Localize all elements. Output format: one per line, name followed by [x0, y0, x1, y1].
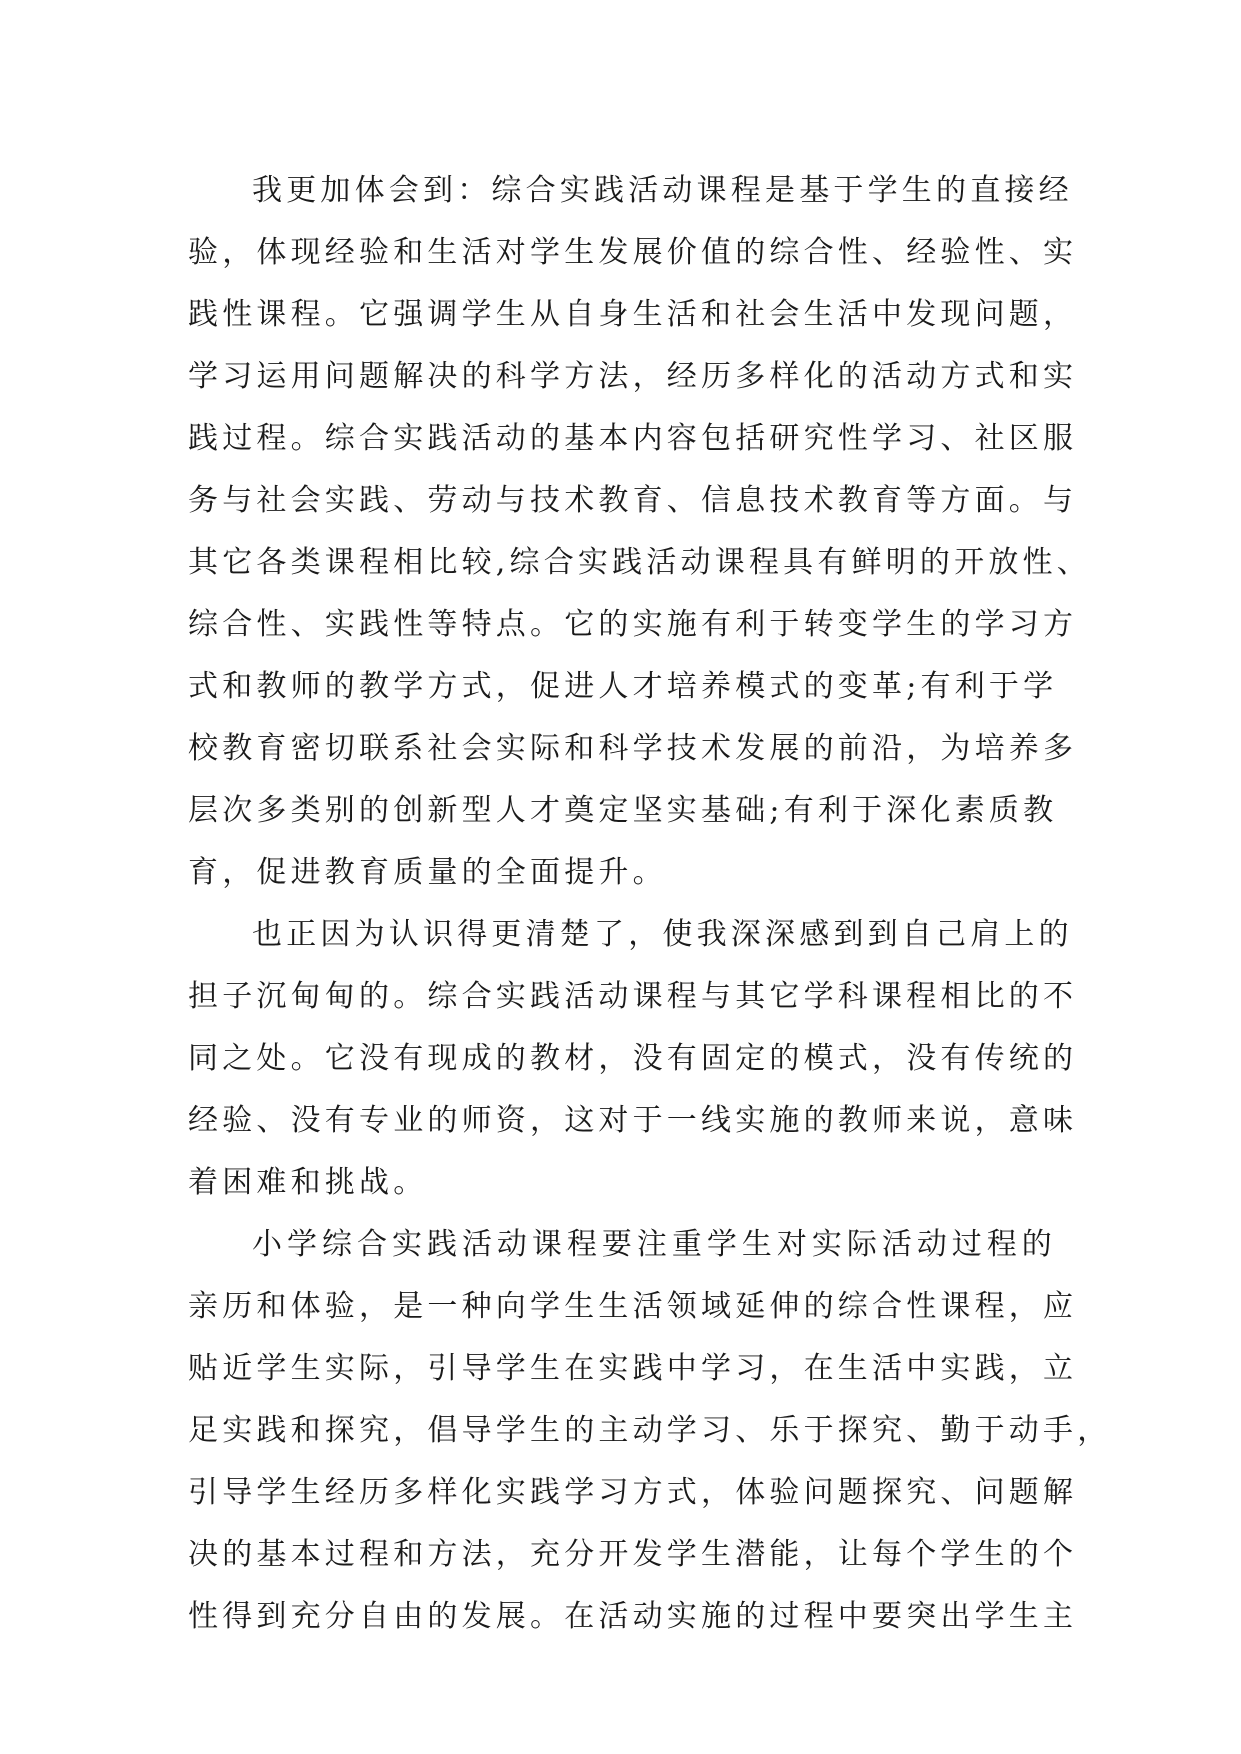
text-line: 小学综合实践活动课程要注重学生对实际活动过程的	[252, 1227, 1056, 1262]
text-line: 性得到充分自由的发展。在活动实施的过程中要突出学生主	[188, 1599, 1078, 1634]
text-line: 引导学生经历多样化实践学习方式，体验问题探究、问题解	[188, 1475, 1078, 1510]
text-line: 层次多类别的创新型人才奠定坚实基础;有利于深化素质教	[188, 793, 1058, 828]
text-line: 式和教师的教学方式，促进人才培养模式的变革;有利于学	[188, 669, 1058, 704]
text-line: 亲历和体验，是一种向学生生活领域延伸的综合性课程，应	[188, 1289, 1078, 1324]
text-line: 贴近学生实际，引导学生在实践中学习，在生活中实践，立	[188, 1351, 1078, 1386]
text-line: 我更加体会到：综合实践活动课程是基于学生的直接经	[252, 173, 1073, 208]
text-line: 学习运用问题解决的科学方法，经历多样化的活动方式和实	[188, 359, 1078, 394]
text-line: 践性课程。它强调学生从自身生活和社会生活中发现问题，	[188, 297, 1078, 332]
paragraph-1	[188, 160, 1091, 904]
text-line: 务与社会实践、劳动与技术教育、信息技术教育等方面。与	[188, 483, 1078, 518]
text-line: 经验、没有专业的师资，这对于一线实施的教师来说，意味	[188, 1103, 1078, 1138]
text-line: 践过程。综合实践活动的基本内容包括研究性学习、社区服	[188, 421, 1078, 456]
text-line: 其它各类课程相比较,综合实践活动课程具有鲜明的开放性、	[188, 545, 1091, 580]
text-line: 着困难和挑战。	[188, 1165, 428, 1200]
text-line: 综合性、实践性等特点。它的实施有利于转变学生的学习方	[188, 607, 1078, 642]
text-line: 验，体现经验和生活对学生发展价值的综合性、经验性、实	[188, 235, 1078, 270]
paragraph-3	[188, 1214, 1112, 1648]
body-text	[188, 160, 1112, 1648]
text-line: 决的基本过程和方法，充分开发学生潜能，让每个学生的个	[188, 1537, 1078, 1572]
text-line: 校教育密切联系社会实际和科学技术发展的前沿，为培养多	[188, 731, 1078, 766]
text-line: 担子沉甸甸的。综合实践活动课程与其它学科课程相比的不	[188, 979, 1078, 1014]
text-line: 足实践和探究，倡导学生的主动学习、乐于探究、勤于动手，	[188, 1413, 1112, 1448]
text-line: 也正因为认识得更清楚了，使我深深感到到自己肩上的	[252, 917, 1073, 952]
text-line: 育，促进教育质量的全面提升。	[188, 855, 667, 890]
paragraph-2	[188, 904, 1078, 1214]
text-line: 同之处。它没有现成的教材，没有固定的模式，没有传统的	[188, 1041, 1078, 1076]
